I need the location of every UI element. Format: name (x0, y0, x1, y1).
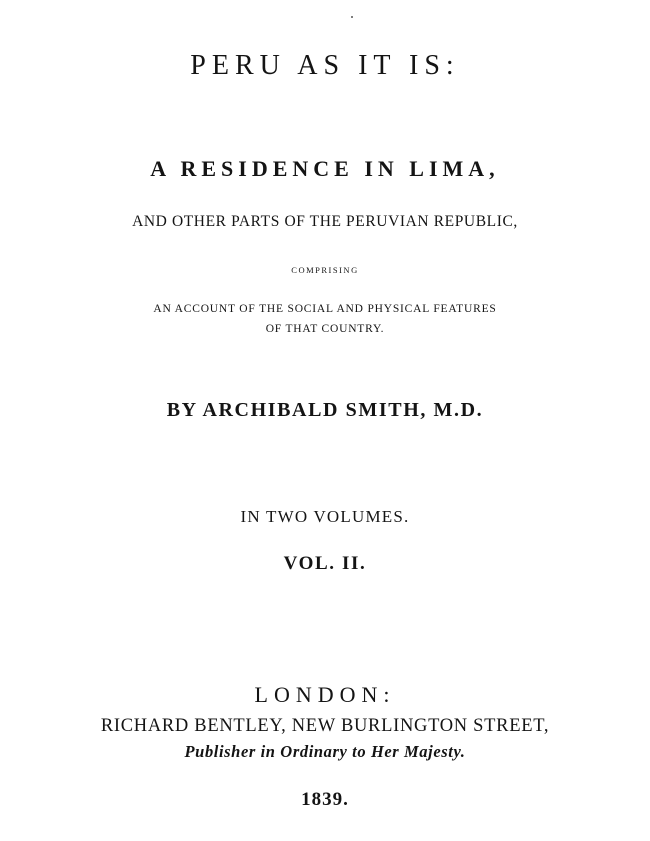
imprint-publisher: RICHARD BENTLEY, NEW BURLINGTON STREET, (100, 716, 550, 736)
description-line-1: AN ACCOUNT OF THE SOCIAL AND PHYSICAL FEATURES (153, 303, 497, 315)
imprint-year: 1839. (301, 789, 349, 810)
imprint-city: LONDON: (254, 682, 396, 707)
book-title: PERU AS IT IS: (190, 50, 460, 81)
volumes-count: IN TWO VOLUMES. (240, 507, 410, 526)
description-line-2: OF THAT COUNTRY. (265, 323, 385, 335)
comprising-label: COMPRISING (291, 265, 359, 275)
volume-number: VOL. II. (283, 553, 367, 574)
book-subtitle: A RESIDENCE IN LIMA, (150, 156, 500, 181)
book-subtitle-continued: AND OTHER PARTS OF THE PERUVIAN REPUBLIC, (132, 213, 518, 230)
print-speck (351, 16, 353, 18)
imprint-publisher-role: Publisher in Ordinary to Her Majesty. (184, 742, 466, 761)
author-line: BY ARCHIBALD SMITH, M.D. (166, 399, 484, 421)
